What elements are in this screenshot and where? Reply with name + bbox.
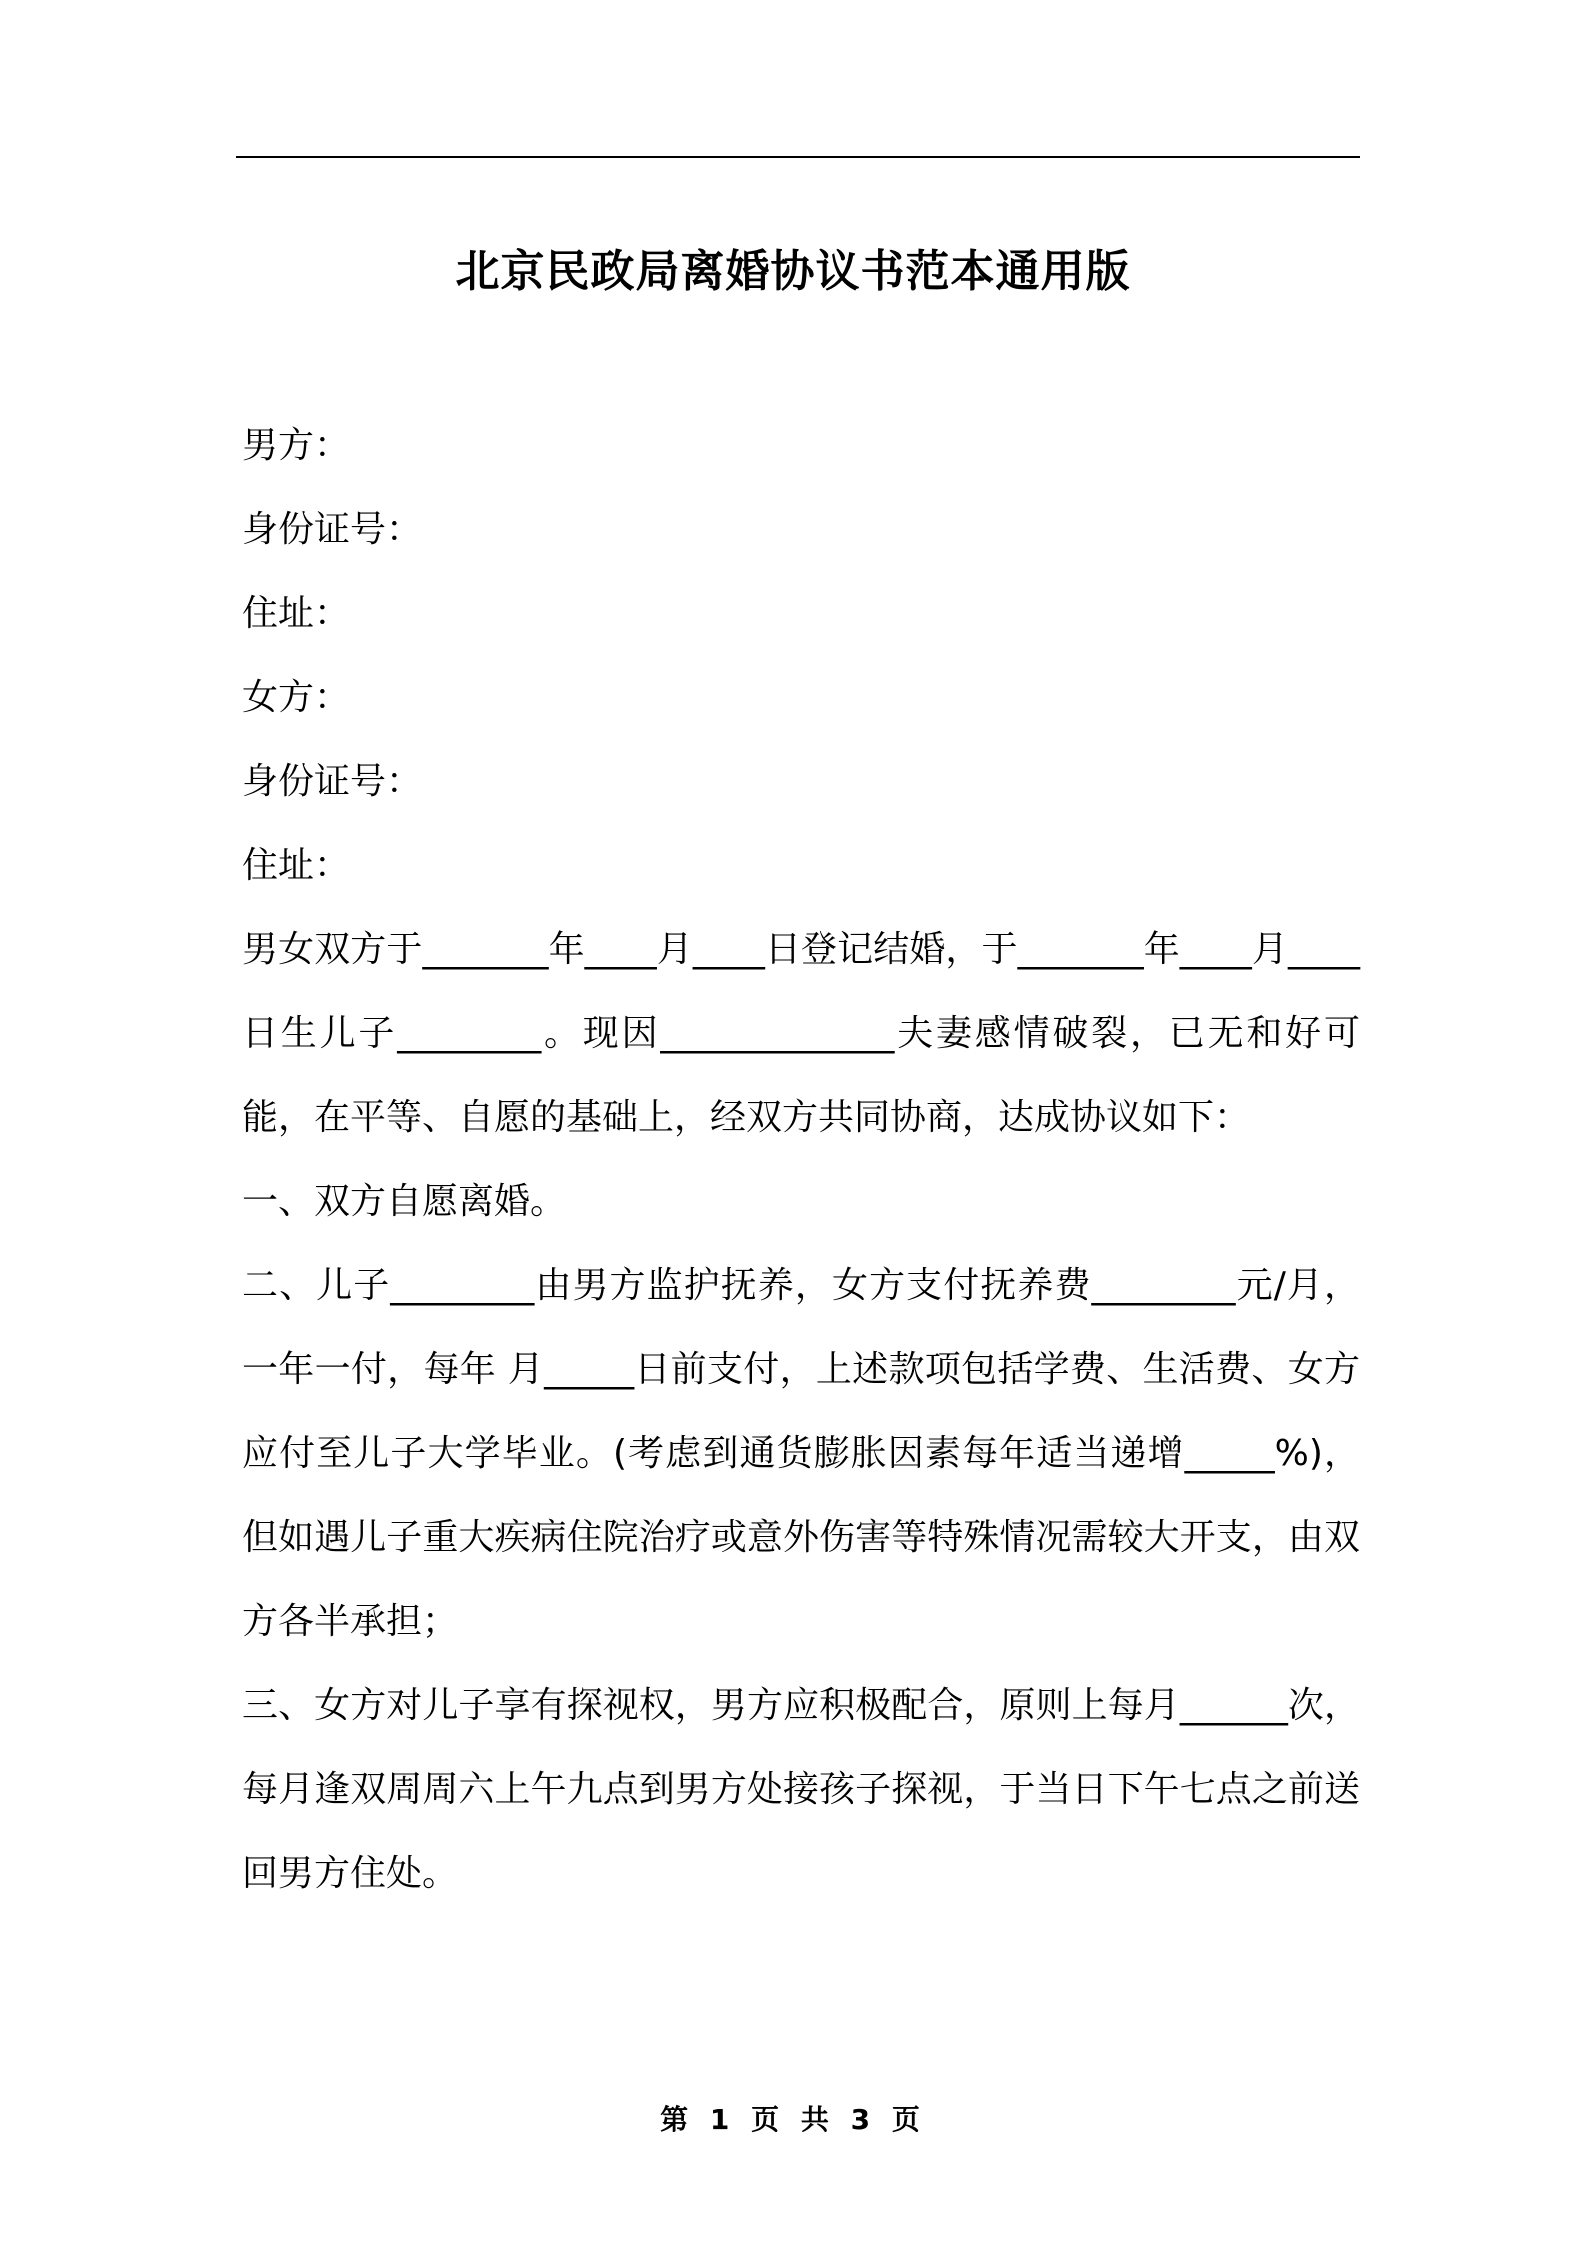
paragraph-intro: 男女双方于_______年____月____日登记结婚，于_______年____月____日生儿子________。现因_____________夫妻感情破裂，已无和好可能，在平等、自愿的基础上，经双方共同协商，达成协议如下： bbox=[242, 929, 1360, 1138]
paragraph-clause-1: 一、双方自愿离婚。 bbox=[242, 1181, 567, 1222]
field-male-address: 住址： bbox=[242, 593, 351, 634]
field-female-address: 住址： bbox=[242, 845, 351, 886]
field-male-party: 男方： bbox=[242, 425, 351, 466]
paragraph-clause-3: 三、女方对儿子享有探视权，男方应积极配合，原则上每月______次，每月逢双周周六上午九点到男方处接孩子探视，于当日下午七点之前送回男方住处。 bbox=[242, 1685, 1360, 1894]
field-female-party: 女方： bbox=[242, 677, 351, 718]
field-male-id-number: 身份证号： bbox=[242, 509, 423, 550]
page-number-footer: 第 1 页 共 3 页 bbox=[660, 2103, 926, 2136]
document-title: 北京民政局离婚协议书范本通用版 bbox=[455, 246, 1131, 298]
header-rule bbox=[236, 156, 1360, 158]
field-female-id-number: 身份证号： bbox=[242, 761, 423, 802]
document-body bbox=[242, 404, 1360, 1916]
paragraph-clause-2: 二、儿子________由男方监护抚养，女方支付抚养费________元/月，一年一付，每年 月_____日前支付，上述款项包括学费、生活费、女方应付至儿子大学毕业。(考虑到通货膨胀因素每年适当递增_____%)，但如遇儿子重大疾病住院治疗或意外伤害等特殊情况需较大开支，由双方各半承担； bbox=[242, 1265, 1360, 1642]
